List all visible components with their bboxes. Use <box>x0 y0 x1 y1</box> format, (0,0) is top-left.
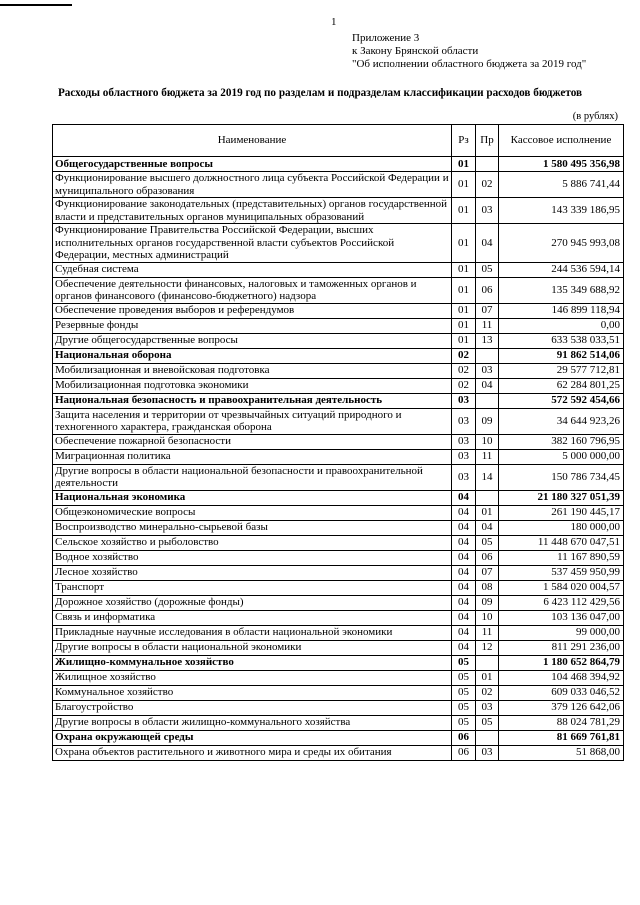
table-body <box>53 157 624 761</box>
section-row <box>53 157 624 172</box>
row-name: Охрана объектов растительного и животного мира и среды их обитания <box>53 745 452 760</box>
row-rz: 06 <box>452 745 476 760</box>
table-row <box>53 434 624 449</box>
row-rz: 02 <box>452 378 476 393</box>
table-row <box>53 640 624 655</box>
row-pr <box>476 393 499 408</box>
row-rz: 03 <box>452 449 476 464</box>
row-name: Другие вопросы в области национальной экономики <box>53 640 452 655</box>
row-amount: 104 468 394,92 <box>499 670 624 685</box>
table-row <box>53 449 624 464</box>
row-name: Лесное хозяйство <box>53 565 452 580</box>
row-name: Прикладные научные исследования в области национальной экономики <box>53 625 452 640</box>
row-amount: 270 945 993,08 <box>499 224 624 263</box>
row-rz: 01 <box>452 157 476 172</box>
row-name: Другие вопросы в области национальной безопасности и правоохранительной деятельности <box>53 464 452 490</box>
row-name: Национальная безопасность и правоохранительная деятельность <box>53 393 452 408</box>
row-amount: 537 459 950,99 <box>499 565 624 580</box>
row-amount: 5 000 000,00 <box>499 449 624 464</box>
row-pr: 10 <box>476 610 499 625</box>
row-amount: 99 000,00 <box>499 625 624 640</box>
row-pr: 05 <box>476 715 499 730</box>
row-rz: 01 <box>452 198 476 224</box>
row-pr: 11 <box>476 449 499 464</box>
row-pr: 14 <box>476 464 499 490</box>
row-pr <box>476 730 499 745</box>
row-amount: 21 180 327 051,39 <box>499 490 624 505</box>
row-pr: 04 <box>476 224 499 263</box>
row-amount: 150 786 734,45 <box>499 464 624 490</box>
row-amount: 244 536 594,14 <box>499 262 624 277</box>
row-amount: 6 423 112 429,56 <box>499 595 624 610</box>
row-name: Национальная оборона <box>53 348 452 363</box>
row-name: Общегосударственные вопросы <box>53 157 452 172</box>
row-amount: 81 669 761,81 <box>499 730 624 745</box>
row-amount: 11 167 890,59 <box>499 550 624 565</box>
row-rz: 01 <box>452 303 476 318</box>
table-row <box>53 333 624 348</box>
header-rz: Рз <box>452 125 476 157</box>
document-title: Расходы областного бюджета за 2019 год по разделам и подразделам классификации расходов бюджетов <box>57 87 583 99</box>
row-rz: 04 <box>452 520 476 535</box>
row-rz: 04 <box>452 640 476 655</box>
row-name: Другие вопросы в области жилищно-коммунального хозяйства <box>53 715 452 730</box>
row-name: Функционирование высшего должностного лица субъекта Российской Федерации и муниципального образования <box>53 172 452 198</box>
row-pr: 04 <box>476 520 499 535</box>
row-amount: 382 160 796,95 <box>499 434 624 449</box>
row-rz: 01 <box>452 224 476 263</box>
header-name: Наименование <box>53 125 452 157</box>
row-amount: 34 644 923,26 <box>499 408 624 434</box>
row-pr: 08 <box>476 580 499 595</box>
row-rz: 02 <box>452 363 476 378</box>
row-pr: 12 <box>476 640 499 655</box>
table-row <box>53 565 624 580</box>
section-row <box>53 393 624 408</box>
row-rz: 05 <box>452 685 476 700</box>
row-amount: 62 284 801,25 <box>499 378 624 393</box>
row-name: Общеэкономические вопросы <box>53 505 452 520</box>
row-name: Транспорт <box>53 580 452 595</box>
row-name: Дорожное хозяйство (дорожные фонды) <box>53 595 452 610</box>
row-rz: 05 <box>452 670 476 685</box>
row-amount: 29 577 712,81 <box>499 363 624 378</box>
row-name: Жилищное хозяйство <box>53 670 452 685</box>
row-amount: 135 349 688,92 <box>499 277 624 303</box>
row-name: Водное хозяйство <box>53 550 452 565</box>
row-pr: 03 <box>476 198 499 224</box>
table-row <box>53 715 624 730</box>
row-amount: 103 136 047,00 <box>499 610 624 625</box>
table-row <box>53 408 624 434</box>
row-amount: 379 126 642,06 <box>499 700 624 715</box>
row-pr: 06 <box>476 277 499 303</box>
row-rz: 03 <box>452 393 476 408</box>
table-row <box>53 172 624 198</box>
row-name: Функционирование Правительства Российской Федерации, высших исполнительных органов государственной власти субъектов Российской Федерации, местных администраций <box>53 224 452 263</box>
table-row <box>53 625 624 640</box>
section-row <box>53 490 624 505</box>
section-row <box>53 655 624 670</box>
table-row <box>53 378 624 393</box>
row-amount: 180 000,00 <box>499 520 624 535</box>
row-pr: 11 <box>476 625 499 640</box>
row-name: Функционирование законодательных (представительных) органов государственной власти и представительных органов муниципальных образований <box>53 198 452 224</box>
header-pr: Пр <box>476 125 499 157</box>
row-rz: 04 <box>452 490 476 505</box>
table-row <box>53 520 624 535</box>
row-name: Национальная экономика <box>53 490 452 505</box>
row-amount: 51 868,00 <box>499 745 624 760</box>
row-name: Другие общегосударственные вопросы <box>53 333 452 348</box>
row-pr: 07 <box>476 303 499 318</box>
row-amount: 261 190 445,17 <box>499 505 624 520</box>
row-name: Благоустройство <box>53 700 452 715</box>
row-pr: 05 <box>476 262 499 277</box>
table-row <box>53 535 624 550</box>
table-row <box>53 303 624 318</box>
row-amount: 633 538 033,51 <box>499 333 624 348</box>
row-rz: 04 <box>452 595 476 610</box>
row-amount: 811 291 236,00 <box>499 640 624 655</box>
table-row <box>53 670 624 685</box>
row-rz: 04 <box>452 565 476 580</box>
table-row <box>53 464 624 490</box>
table-row <box>53 595 624 610</box>
row-pr: 10 <box>476 434 499 449</box>
header-amount: Кассовое исполнение <box>499 125 624 157</box>
row-amount: 1 584 020 004,57 <box>499 580 624 595</box>
row-amount: 0,00 <box>499 318 624 333</box>
row-rz: 03 <box>452 408 476 434</box>
row-pr: 03 <box>476 745 499 760</box>
row-pr: 03 <box>476 700 499 715</box>
row-amount: 11 448 670 047,51 <box>499 535 624 550</box>
row-pr: 05 <box>476 535 499 550</box>
row-name: Резервные фонды <box>53 318 452 333</box>
row-rz: 04 <box>452 535 476 550</box>
table-row <box>53 224 624 263</box>
row-pr: 07 <box>476 565 499 580</box>
appendix-line-3: "Об исполнении областного бюджета за 2019 год" <box>352 58 587 70</box>
row-name: Судебная система <box>53 262 452 277</box>
row-pr: 01 <box>476 670 499 685</box>
row-pr: 03 <box>476 363 499 378</box>
row-name: Мобилизационная и вневойсковая подготовка <box>53 363 452 378</box>
row-pr <box>476 348 499 363</box>
row-pr: 02 <box>476 685 499 700</box>
section-row <box>53 730 624 745</box>
expenditure-table <box>52 124 624 761</box>
row-pr <box>476 490 499 505</box>
row-name: Коммунальное хозяйство <box>53 685 452 700</box>
row-pr: 06 <box>476 550 499 565</box>
row-name: Обеспечение деятельности финансовых, налоговых и таможенных органов и органов финансового (финансово-бюджетного) надзора <box>53 277 452 303</box>
section-row <box>53 348 624 363</box>
row-rz: 03 <box>452 434 476 449</box>
row-amount: 1 180 652 864,79 <box>499 655 624 670</box>
table-row <box>53 318 624 333</box>
table-header-row <box>53 125 624 157</box>
table-row <box>53 580 624 595</box>
row-amount: 146 899 118,94 <box>499 303 624 318</box>
row-amount: 572 592 454,66 <box>499 393 624 408</box>
row-pr: 01 <box>476 505 499 520</box>
row-amount: 143 339 186,95 <box>499 198 624 224</box>
units-note: (в рублях) <box>572 111 618 122</box>
row-rz: 03 <box>452 464 476 490</box>
row-rz: 05 <box>452 700 476 715</box>
row-rz: 01 <box>452 333 476 348</box>
row-rz: 05 <box>452 655 476 670</box>
row-name: Обеспечение пожарной безопасности <box>53 434 452 449</box>
table-row <box>53 700 624 715</box>
page-number: 1 <box>331 16 337 28</box>
row-rz: 02 <box>452 348 476 363</box>
row-amount: 609 033 046,52 <box>499 685 624 700</box>
row-name: Сельское хозяйство и рыболовство <box>53 535 452 550</box>
row-name: Мобилизационная подготовка экономики <box>53 378 452 393</box>
table-row <box>53 262 624 277</box>
row-amount: 5 886 741,44 <box>499 172 624 198</box>
row-pr <box>476 655 499 670</box>
table-row <box>53 685 624 700</box>
row-rz: 04 <box>452 625 476 640</box>
table-row <box>53 505 624 520</box>
row-rz: 04 <box>452 550 476 565</box>
row-rz: 01 <box>452 318 476 333</box>
row-rz: 04 <box>452 505 476 520</box>
row-name: Связь и информатика <box>53 610 452 625</box>
table-row <box>53 550 624 565</box>
row-pr: 02 <box>476 172 499 198</box>
table-row <box>53 198 624 224</box>
row-pr: 04 <box>476 378 499 393</box>
appendix-line-1: Приложение 3 <box>352 32 420 44</box>
row-rz: 04 <box>452 610 476 625</box>
row-name: Защита населения и территории от чрезвычайных ситуаций природного и техногенного характера, гражданская оборона <box>53 408 452 434</box>
table-row <box>53 745 624 760</box>
row-pr: 13 <box>476 333 499 348</box>
row-name: Охрана окружающей среды <box>53 730 452 745</box>
row-amount: 1 580 495 356,98 <box>499 157 624 172</box>
appendix-header <box>352 32 586 71</box>
row-pr: 09 <box>476 408 499 434</box>
row-name: Обеспечение проведения выборов и референдумов <box>53 303 452 318</box>
row-pr: 11 <box>476 318 499 333</box>
row-rz: 05 <box>452 715 476 730</box>
row-rz: 01 <box>452 172 476 198</box>
table-row <box>53 363 624 378</box>
row-amount: 88 024 781,29 <box>499 715 624 730</box>
row-name: Жилищно-коммунальное хозяйство <box>53 655 452 670</box>
row-rz: 01 <box>452 277 476 303</box>
row-rz: 06 <box>452 730 476 745</box>
row-name: Воспроизводство минерально-сырьевой базы <box>53 520 452 535</box>
row-pr: 09 <box>476 595 499 610</box>
row-pr <box>476 157 499 172</box>
row-rz: 04 <box>452 580 476 595</box>
table-row <box>53 277 624 303</box>
row-amount: 91 862 514,06 <box>499 348 624 363</box>
table-row <box>53 610 624 625</box>
row-name: Миграционная политика <box>53 449 452 464</box>
top-rule <box>0 4 72 6</box>
row-rz: 01 <box>452 262 476 277</box>
appendix-line-2: к Закону Брянской области <box>352 45 479 57</box>
